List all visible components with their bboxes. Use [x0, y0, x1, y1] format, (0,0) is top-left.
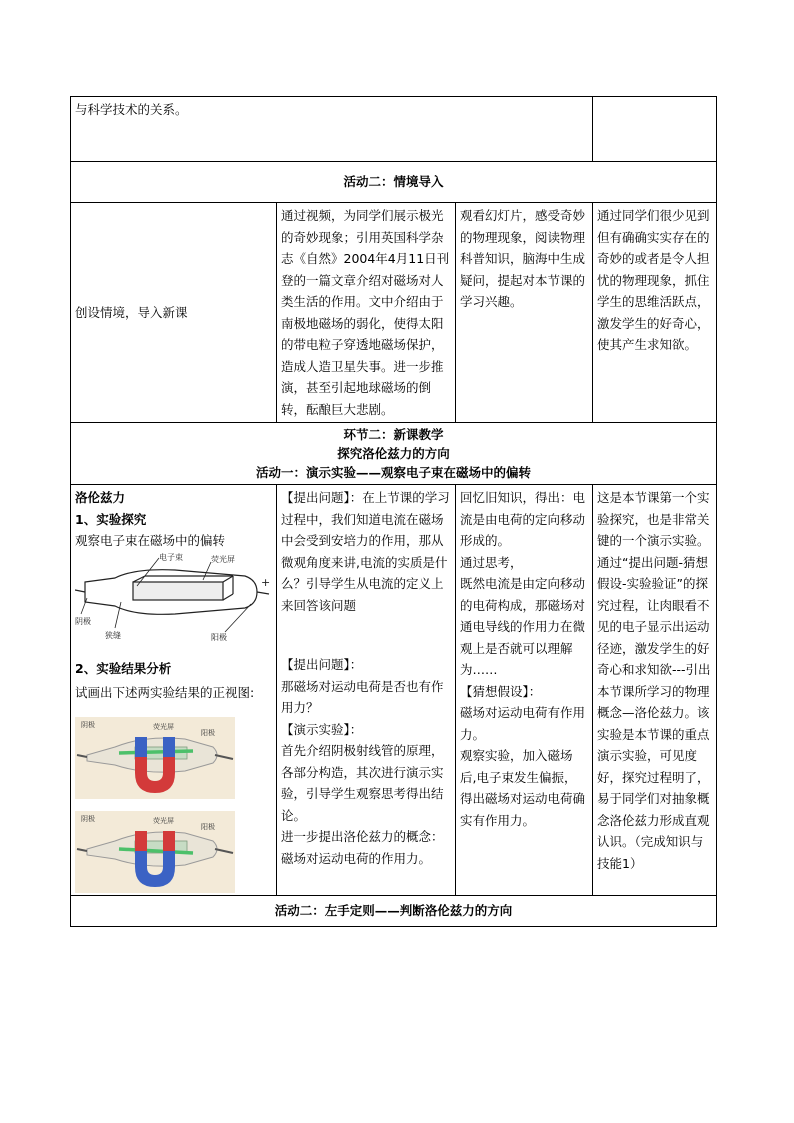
- spacer: [75, 644, 272, 658]
- analysis-desc: 试画出下述两实验结果的正视图:: [75, 685, 255, 700]
- intent-text: 这是本节课第一个实验探究，也是非常关键的一个演示实验。通过“提出问题-猜想假设-实验验证”的探究过程，让肉眼看不见的电子显示出运动径迹，激发学生的好奇心和求知欲---引出本节课所学习的物理概念—洛伦兹力。该实验是本节课的重点演示实验，可见度好，探究过程明了，易于同学们对抽象概念洛伦兹力形成直观认识。（完成知识与技能1）: [597, 490, 711, 871]
- section2-title: 环节二：新课教学: [343, 427, 444, 442]
- label-anode: 阳极: [211, 632, 227, 642]
- label-electron-beam: 电子束: [159, 552, 183, 562]
- teacher-demo-label: 【演示实验】：: [281, 721, 363, 737]
- row-section2-header: [71, 423, 717, 485]
- magnet-tube-figure-2: [75, 811, 235, 893]
- magnet-tube-figure-1: [75, 717, 235, 799]
- row-scenario: [71, 203, 717, 423]
- student-recall: 回忆旧知识，得出：电流是由电荷的定向移动形成的。: [460, 490, 586, 548]
- analysis-subheading: 2、实验结果分析: [75, 660, 172, 676]
- cathode-ray-tube-diagram: [75, 552, 271, 644]
- spacer: [281, 616, 451, 654]
- activity1-title: 活动一：演示实验——观察电子束在磁场中的偏转: [256, 465, 532, 480]
- scenario-intent-cell: [593, 203, 717, 423]
- activity2-left-hand-title: 活动二：左手定则——判断洛伦兹力的方向: [71, 896, 717, 927]
- scenario-student-cell: [456, 203, 593, 423]
- lorentz-heading: 洛伦兹力: [75, 490, 126, 505]
- continuation-cell: [71, 97, 593, 162]
- scenario-stage: 创设情境，导入新课: [75, 304, 188, 320]
- lorentz-teacher-cell: [277, 485, 456, 896]
- scenario-teacher-text: 通过视频，为同学们展示极光的奇妙现象；引用英国科学杂志《自然》2004年4月11日刊登的一篇文章介绍对磁场对人类生活的作用。文中介绍由于南极地磁场的弱化，使得太阳的带电粒子穿透地磁场保护，造成人造卫星失事。进一步推演，甚至引起地球磁场的倒转，酝酿巨大悲剧。: [281, 208, 450, 417]
- fig1-label-cathode: 阴极: [81, 721, 95, 729]
- label-screen: 荧光屏: [211, 554, 235, 564]
- student-think-text: 既然电流是由定向移动的电荷构成，那磁场对通电导线的作用力在微观上是否就可以理解为……: [460, 576, 586, 677]
- lorentz-student-cell: [456, 485, 593, 896]
- scenario-student-text: 观看幻灯片，感受奇妙的物理现象，阅读物理科普知识，脑海中生成疑问，提起对本节课的学习兴趣。: [460, 208, 586, 309]
- teacher-question-2: 那磁场对运动电荷是否也有作用力？: [281, 678, 444, 715]
- label-slit: 狭缝: [105, 630, 121, 640]
- student-hypothesis-text: 磁场对运动电荷有作用力。: [460, 705, 586, 742]
- section2-header: [71, 423, 717, 485]
- scenario-stage-cell: [71, 203, 277, 423]
- scenario-intent-text: 通过同学们很少见到但有确确实实存在的奇妙的或者是令人担忧的物理现象，抓住学生的思维活跃点，激发学生的好奇心，使其产生求知欲。: [597, 208, 710, 352]
- experiment-subheading: 1、实验探究: [75, 511, 147, 527]
- fig2-label-cathode: 阴极: [81, 815, 95, 823]
- continuation-empty-cell: [593, 97, 717, 162]
- fig1-label-anode: 阳极: [201, 729, 215, 737]
- continuation-text: 与科学技术的关系。: [75, 102, 188, 117]
- teacher-concept-text: 进一步提出洛伦兹力的概念：磁场对运动电荷的作用力。: [281, 829, 444, 866]
- student-hypothesis-label: 【猜想假设】：: [460, 683, 542, 699]
- row-activity2-left-hand: [71, 896, 717, 927]
- student-think-label: 通过思考，: [460, 554, 523, 570]
- activity2-intro-title: 活动二：情境导入: [71, 162, 717, 203]
- fig1-label-screen: 荧光屏: [153, 723, 174, 731]
- scenario-teacher-cell: [277, 203, 456, 423]
- row-lorentz: [71, 485, 717, 896]
- teacher-question-2-label: 【提出问题】：: [281, 657, 363, 672]
- label-cathode: 阴极: [75, 616, 91, 626]
- lesson-plan-table: [70, 96, 717, 927]
- teacher-demo-text: 首先介绍阴极射线管的原理，各部分构造，其次进行演示实验，引导学生观察思考得出结论。: [281, 743, 444, 823]
- fig2-label-anode: 阳极: [201, 823, 215, 831]
- row-continuation: [71, 97, 717, 162]
- fig2-label-screen: 荧光屏: [153, 817, 174, 825]
- lorentz-intent-cell: [593, 485, 717, 896]
- student-observe-text: 观察实验，加入磁场后,电子束发生偏振，得出磁场对运动电荷确实有作用力。: [460, 748, 586, 828]
- label-plus: +: [261, 575, 271, 589]
- experiment-desc: 观察电子束在磁场中的偏转: [75, 533, 226, 548]
- section2-subtitle: 探究洛伦兹力的方向: [337, 446, 450, 461]
- lorentz-left-cell: [71, 485, 277, 896]
- lesson-plan-page: [70, 96, 716, 927]
- teacher-question-1: 【提出问题】：在上节课的学习过程中，我们知道电流在磁场中会受到安培力的作用，那从微观角度来讲,电流的实质是什么？引导学生从电流的定义上来回答该问题: [281, 490, 450, 613]
- row-activity2-header: [71, 162, 717, 203]
